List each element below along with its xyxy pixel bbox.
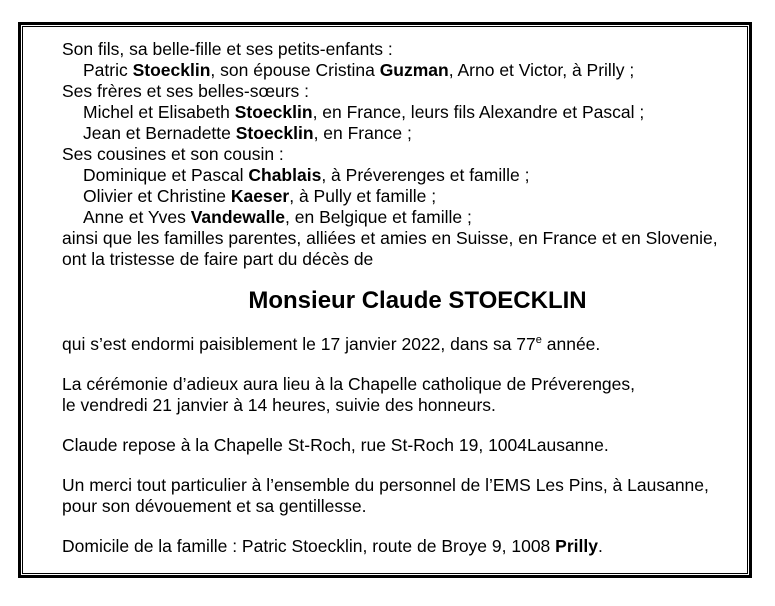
family-line [62, 60, 723, 81]
notice-text: le vendredi 21 janvier à 14 heures, suivie des honneurs. [62, 395, 496, 415]
notice-text: ont la tristesse de faire part du décès de [62, 249, 374, 269]
notice-paragraph [62, 475, 723, 517]
family-line [62, 39, 723, 60]
family-line [62, 186, 723, 207]
notice-text: , son épouse Cristina [210, 60, 380, 80]
notice-text: Anne et Yves [83, 207, 191, 227]
notice-text: Un merci tout particulier à l’ensemble du personnel de l’EMS Les Pins, à Lausanne, [62, 475, 709, 495]
notice-text: Son fils, sa belle-fille et ses petits-enfants : [62, 39, 393, 59]
emphasized-name-text: Stoecklin [132, 60, 211, 80]
notice-text: Michel et Elisabeth [83, 102, 235, 122]
emphasized-name-text: Prilly [555, 536, 598, 556]
notice-text: ainsi que les familles parentes, alliées et amies en Suisse, en France et en Slovenie, [62, 228, 718, 248]
notice-text: , à Pully et famille ; [289, 186, 437, 206]
notice-text: Ses frères et ses belles-sœurs : [62, 81, 310, 101]
notice-border-frame [18, 22, 752, 578]
notice-text: La cérémonie d’adieux aura lieu à la Chapelle catholique de Préverenges, [62, 374, 636, 394]
notice-text: Olivier et Christine [83, 186, 231, 206]
family-line [62, 165, 723, 186]
family-line [62, 228, 723, 249]
family-line [62, 123, 723, 144]
paragraph-line [62, 395, 723, 416]
notice-paragraph [62, 374, 723, 416]
notice-text: pour son dévouement et sa gentillesse. [62, 496, 367, 516]
notice-text: qui s’est endormi paisiblement le 17 janvier 2022, dans sa 77 [62, 334, 536, 354]
notice-text: Domicile de la famille : Patric Stoecklin, route de Broye 9, 1008 [62, 536, 556, 556]
paragraph-line [62, 334, 723, 355]
notice-text: Ses cousines et son cousin : [62, 144, 284, 164]
deceased-name-title: Monsieur Claude STOECKLIN [248, 287, 587, 314]
emphasized-name-text: Vandewalle [190, 207, 286, 227]
emphasized-name-text: Stoecklin [235, 123, 314, 143]
family-line [62, 207, 723, 228]
notice-text: Claude repose à la Chapelle St-Roch, rue St-Roch 19, 1004Lausanne. [62, 435, 609, 455]
paragraph-line [62, 435, 723, 456]
notice-text: , en France ; [313, 123, 412, 143]
emphasized-name-text: Chablais [248, 165, 322, 185]
notice-paragraph [62, 334, 723, 355]
notice-border-inner-line [22, 26, 748, 574]
notice-text: , en Belgique et famille ; [285, 207, 472, 227]
notice-text: , en France, leurs fils Alexandre et Pascal ; [312, 102, 645, 122]
notice-paragraphs [62, 334, 723, 557]
notice-text: , Arno et Victor, à Prilly ; [448, 60, 635, 80]
paragraph-line [62, 475, 723, 496]
emphasized-name-text: Kaeser [230, 186, 290, 206]
paragraph-line [62, 374, 723, 395]
paragraph-line [62, 496, 723, 517]
notice-text: e [535, 334, 542, 347]
notice-text: Dominique et Pascal [83, 165, 249, 185]
emphasized-name-text: Guzman [379, 60, 449, 80]
emphasized-name-text: Stoecklin [234, 102, 313, 122]
family-line [62, 249, 723, 270]
notice-paragraph [62, 536, 723, 557]
notice-paragraph [62, 435, 723, 456]
family-line [62, 81, 723, 102]
notice-text: Patric [83, 60, 133, 80]
family-line [62, 102, 723, 123]
notice-text: année. [541, 334, 601, 354]
notice-content [23, 27, 747, 573]
paragraph-line [62, 536, 723, 557]
notice-text: , à Préverenges et famille ; [321, 165, 530, 185]
notice-text: Jean et Bernadette [83, 123, 236, 143]
notice-text: . [597, 536, 603, 556]
family-line [62, 144, 723, 165]
family-lines [62, 39, 723, 270]
